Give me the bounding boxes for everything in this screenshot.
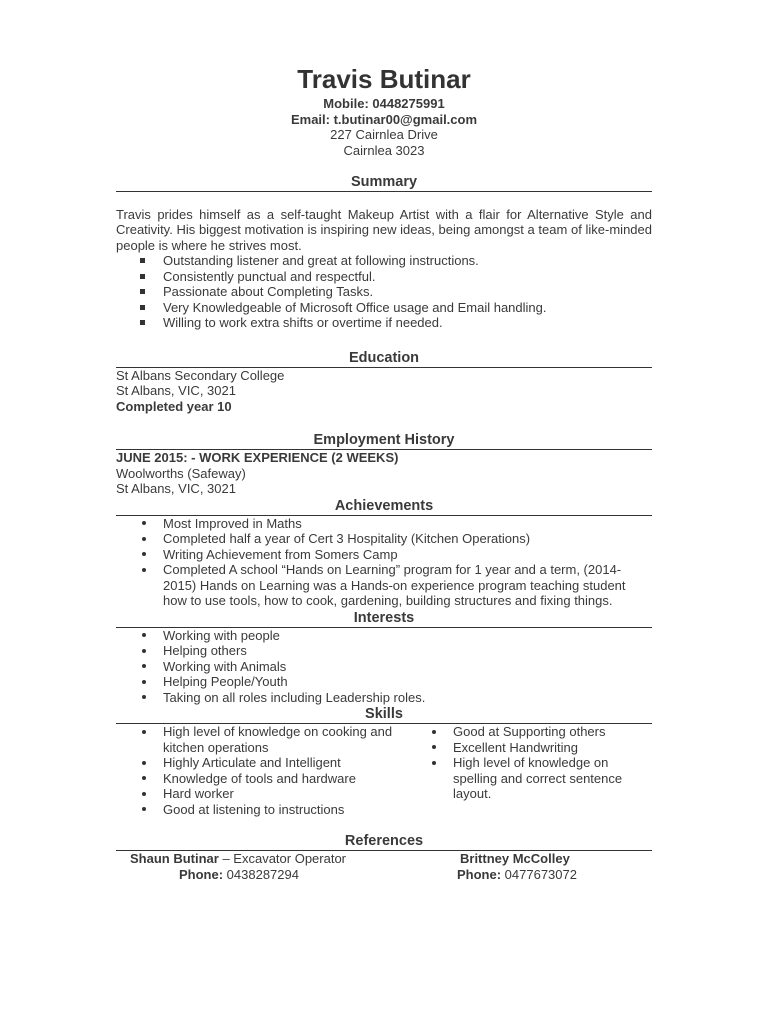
list-item: Completed A school “Hands on Learning” program for 1 year and a term, (2014-2015) Hands on Learning was a Hands-on experience program teaching student how to use tools, how to cook, gardening, building structures and fixing things. [116,562,652,609]
mobile-number: 0448275991 [372,96,445,111]
reference-1-role: – Excavator Operator [218,851,347,867]
employment-role: JUNE 2015: - WORK EXPERIENCE (2 WEEKS) [116,450,399,466]
reference-1-phone-label: Phone: [179,866,227,882]
education-title: Education [116,349,652,368]
address-line-2: Cairnlea 3023 [343,142,425,158]
employment-title: Employment History [116,431,652,450]
list-item: High level of knowledge on spelling and correct sentence layout. [406,755,652,802]
list-item: Highly Articulate and Intelligent [116,755,406,771]
reference-2-name: Brittney McColley [460,851,570,867]
list-item: Helping People/Youth [116,674,652,690]
list-item: Working with people [116,628,652,644]
mobile-line [116,96,652,112]
employment-location: St Albans, VIC, 3021 [116,481,236,497]
list-item: Working with Animals [116,659,652,675]
list-item: Good at listening to instructions [116,802,406,818]
summary-paragraph: Travis prides himself as a self-taught Makeup Artist with a flair for Alternative Style and Creativity. His biggest motivation is inspiring new ideas, being amongst a team of like-minded people is where he strives most. [116,207,652,253]
reference-2-phone-number: 0477673072 [504,866,577,882]
interests-title: Interests [116,609,652,628]
achievements-list [116,516,652,609]
reference-1-name: Shaun Butinar [130,851,219,867]
achievements-title: Achievements [116,497,652,516]
list-item: Hard worker [116,786,406,802]
skills-columns [116,724,652,817]
list-item: Very Knowledgeable of Microsoft Office usage and Email handling. [116,300,652,316]
reference-1-phone-number: 0438287294 [226,866,299,882]
education-school: St Albans Secondary College [116,367,285,383]
list-item: Willing to work extra shifts or overtime if needed. [116,315,652,331]
email-label: Email: [290,111,334,127]
references-phones-row [116,867,652,883]
employment-employer: Woolworths (Safeway) [116,465,246,481]
skills-left-list [116,724,406,817]
email-line [116,112,652,128]
references-title: References [116,832,652,851]
list-item: Excellent Handwriting [406,740,652,756]
address-line-1: 227 Cairnlea Drive [330,127,438,142]
reference-2-phone-label: Phone: [457,866,505,882]
list-item: Taking on all roles including Leadership roles. [116,690,652,706]
summary-title: Summary [116,173,652,192]
skills-title: Skills [116,705,652,724]
list-item: Consistently punctual and respectful. [116,269,652,285]
education-location: St Albans, VIC, 3021 [116,383,236,399]
reference-2-phone [444,867,652,883]
skills-right-list [406,724,652,817]
resume-page [116,62,652,882]
list-item: Most Improved in Maths [116,516,652,532]
reference-1-phone [116,867,444,883]
mobile-label: Mobile: [323,96,373,111]
list-item: Writing Achievement from Somers Camp [116,547,652,563]
references-names-row [116,851,652,867]
list-item: High level of knowledge on cooking and kitchen operations [116,724,406,755]
candidate-name: Travis Butinar [297,64,471,94]
list-item: Completed half a year of Cert 3 Hospitality (Kitchen Operations) [116,531,652,547]
interests-list [116,628,652,706]
list-item: Helping others [116,643,652,659]
list-item: Knowledge of tools and hardware [116,771,406,787]
list-item: Passionate about Completing Tasks. [116,284,652,300]
list-item: Outstanding listener and great at following instructions. [116,253,652,269]
summary-bullet-list [116,253,652,331]
education-completed: Completed year 10 [116,398,232,414]
email-address: t.butinar00@gmail.com [333,111,478,127]
list-item: Good at Supporting others [406,724,652,740]
reference-1 [116,851,444,867]
